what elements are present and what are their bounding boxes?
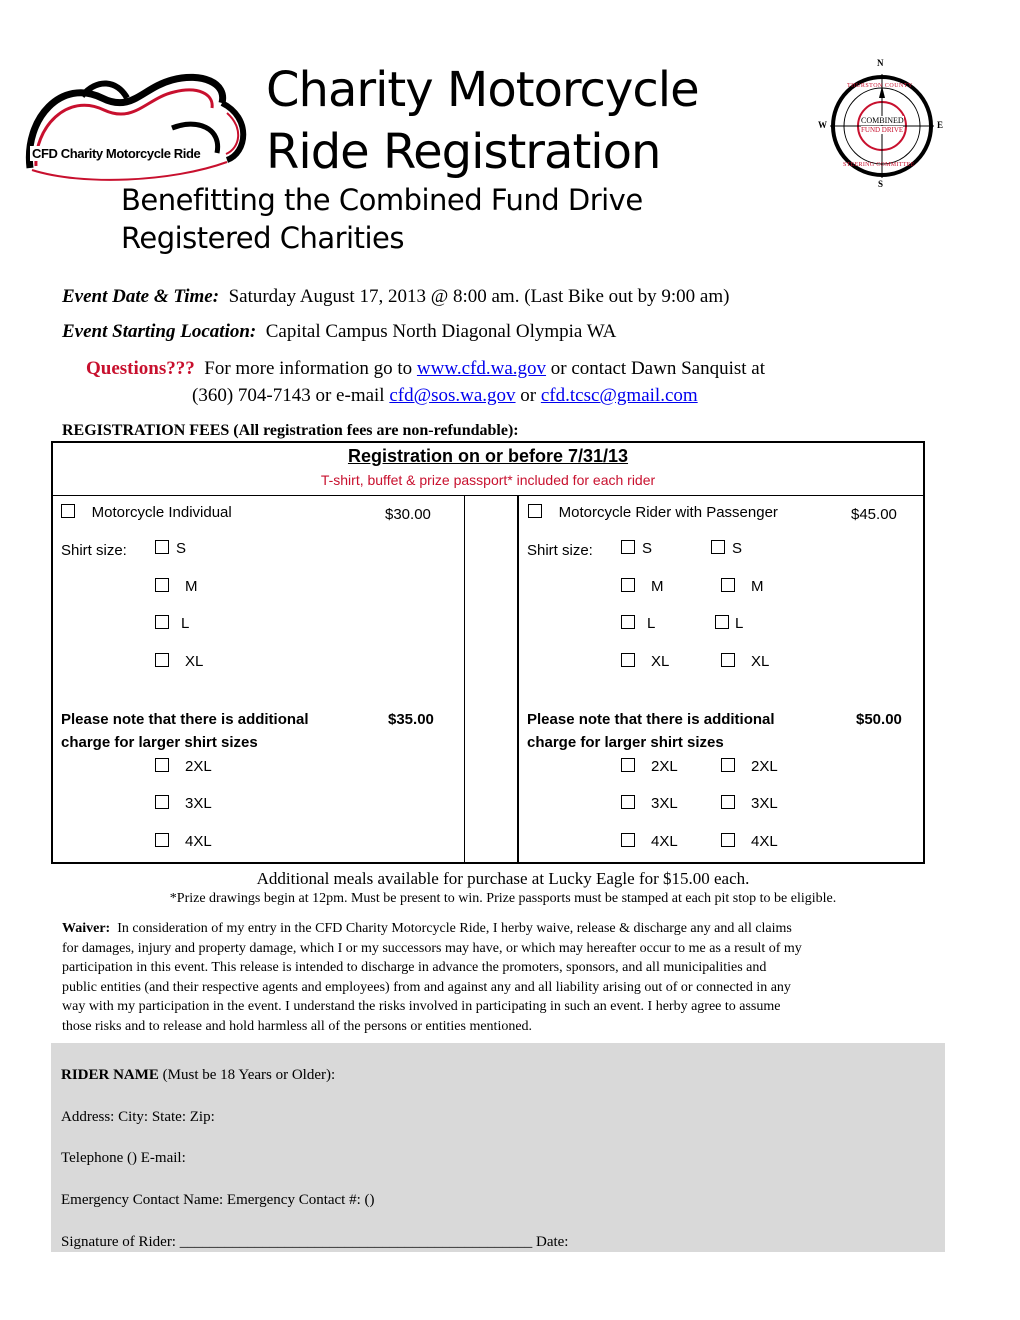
- right-note-line1: Please note that there is additional: [527, 711, 775, 728]
- checkbox[interactable]: [155, 578, 169, 592]
- right-size-s-rider[interactable]: [621, 540, 652, 557]
- right-size-2xl-rider[interactable]: [621, 758, 678, 775]
- passenger-checkbox[interactable]: [528, 504, 542, 518]
- left-note-price: $35.00: [388, 711, 434, 728]
- right-size-4xl-rider[interactable]: [621, 833, 678, 850]
- size-label: XL: [185, 653, 204, 670]
- combined-fund-drive-seal: [815, 58, 950, 193]
- waiver-label: Waiver:: [62, 921, 111, 936]
- email-link-1[interactable]: cfd@sos.wa.gov: [389, 385, 516, 406]
- motorcycle-swoosh-icon: [22, 58, 252, 188]
- signature-line[interactable]: _______________________________________________: [179, 1234, 533, 1250]
- seal-west: W: [818, 120, 827, 130]
- left-size-4xl[interactable]: [155, 833, 212, 850]
- box-subtitle: T-shirt, buffet & prize passport* included for each rider: [320, 472, 656, 488]
- checkbox[interactable]: [721, 795, 735, 809]
- checkbox[interactable]: [715, 615, 729, 629]
- right-size-3xl-passenger[interactable]: [721, 795, 778, 812]
- checkbox[interactable]: [711, 540, 725, 554]
- waiver: [62, 919, 952, 1036]
- checkbox[interactable]: [721, 653, 735, 667]
- right-size-xl-rider[interactable]: [621, 653, 669, 670]
- event-location-value: Capital Campus North Diagonal Olympia WA: [265, 321, 617, 342]
- passenger-price: $45.00: [851, 506, 897, 523]
- right-size-m-passenger[interactable]: [721, 578, 764, 595]
- questions-label: Questions???: [86, 358, 195, 379]
- right-size-l-rider[interactable]: [621, 615, 655, 632]
- size-label: L: [647, 615, 656, 632]
- email-link-2[interactable]: cfd.tcsc@gmail.com: [540, 385, 698, 406]
- size-label: 2XL: [751, 758, 778, 775]
- left-size-s[interactable]: [155, 540, 186, 557]
- right-size-l-passenger[interactable]: [715, 615, 743, 632]
- event-location-label: Event Starting Location:: [62, 321, 257, 342]
- checkbox[interactable]: [621, 615, 635, 629]
- fees-table: [51, 441, 925, 864]
- checkbox[interactable]: [155, 795, 169, 809]
- phone-text: (360) 704-7143 or e-mail: [192, 385, 385, 406]
- rider-name-field[interactable]: [61, 1067, 335, 1084]
- size-label: S: [642, 540, 653, 557]
- left-size-l[interactable]: [155, 615, 189, 632]
- questions-text-2: or contact Dawn Sanquist at: [550, 358, 766, 379]
- size-label: L: [181, 615, 190, 632]
- event-date-line: [62, 286, 729, 308]
- seal-south: S: [878, 179, 884, 189]
- size-label: 3XL: [185, 795, 212, 812]
- left-shirt-size-label: Shirt size:: [61, 542, 127, 559]
- size-label: 2XL: [651, 758, 678, 775]
- size-label: M: [751, 578, 764, 595]
- signature-label: Signature of Rider:: [61, 1234, 176, 1250]
- waiver-line: for damages, injury and property damage, which I or my successors may have, or which may hereafter occur to me as a result of my: [62, 940, 802, 956]
- telephone-email-field[interactable]: Telephone () E-mail:: [61, 1150, 186, 1166]
- questions-line: [86, 358, 765, 380]
- address-field[interactable]: Address: City: State: Zip:: [61, 1109, 215, 1125]
- right-size-3xl-rider[interactable]: [621, 795, 678, 812]
- checkbox[interactable]: [621, 833, 635, 847]
- left-note-line2: charge for larger shirt sizes: [61, 734, 258, 751]
- checkbox[interactable]: [621, 653, 635, 667]
- individual-checkbox[interactable]: [61, 504, 75, 518]
- event-date-value: Saturday August 17, 2013 @ 8:00 am. (Last Bike out by 9:00 am): [228, 286, 730, 307]
- or-text: or: [520, 385, 537, 406]
- size-label: 3XL: [651, 795, 678, 812]
- box-title: Registration on or before 7/31/13: [347, 446, 629, 466]
- prize-note: *Prize drawings begin at 12pm. Must be present to win. Prize passports must be stamped at each pit stop to be eligible.: [169, 891, 837, 906]
- individual-label: Motorcycle Individual: [91, 504, 232, 521]
- option-individual: [61, 504, 232, 521]
- emergency-contact-field[interactable]: Emergency Contact Name: Emergency Contact #: (): [61, 1192, 375, 1208]
- size-label: M: [651, 578, 664, 595]
- left-size-m[interactable]: [155, 578, 198, 595]
- waiver-line: those risks and to release and hold harmless all of the persons or entities mentioned.: [62, 1018, 533, 1034]
- seal-bottom-arc: STEERING COMMITTEE: [843, 162, 915, 168]
- checkbox[interactable]: [155, 653, 169, 667]
- waiver-line: way with my participation in the event. I understand the risks involved in participating in such an event. I herby agree to assume: [62, 999, 781, 1014]
- right-size-m-rider[interactable]: [621, 578, 664, 595]
- size-label: M: [185, 578, 198, 595]
- size-label: 4XL: [651, 833, 678, 850]
- event-date-label: Event Date & Time:: [62, 286, 220, 307]
- questions-text-1: For more information go to: [204, 358, 413, 379]
- individual-price: $30.00: [385, 506, 431, 523]
- waiver-line: In consideration of my entry in the CFD Charity Motorcycle Ride, I herby waive, release & discharge any and all claims: [117, 921, 792, 936]
- page-title-line2: Ride Registration: [266, 124, 661, 180]
- subtitle-line1: Benefitting the Combined Fund Drive: [121, 183, 643, 217]
- seal-center-line2: FUND DRIVE: [861, 126, 904, 134]
- seal-east: E: [937, 120, 944, 130]
- size-label: 2XL: [185, 758, 212, 775]
- option-with-passenger: [528, 504, 778, 521]
- right-size-s-passenger[interactable]: [711, 540, 742, 557]
- event-location-line: [62, 321, 616, 343]
- subtitle-line2: Registered Charities: [121, 221, 404, 255]
- left-size-xl[interactable]: [155, 653, 203, 670]
- checkbox[interactable]: [721, 578, 735, 592]
- checkbox[interactable]: [155, 758, 169, 772]
- rider-name-note: (Must be 18 Years or Older):: [162, 1067, 336, 1083]
- signature-field[interactable]: [61, 1234, 568, 1251]
- checkbox[interactable]: [621, 795, 635, 809]
- fees-heading: REGISTRATION FEES (All registration fees are non-refundable):: [62, 422, 519, 439]
- right-note-price: $50.00: [856, 711, 902, 728]
- website-link[interactable]: www.cfd.wa.gov: [416, 358, 547, 379]
- rider-info-form: [51, 1043, 945, 1252]
- checkbox[interactable]: [621, 758, 635, 772]
- size-label: 4XL: [185, 833, 212, 850]
- checkbox[interactable]: [155, 540, 169, 554]
- checkbox[interactable]: [155, 615, 169, 629]
- size-label: S: [176, 540, 187, 557]
- checkbox[interactable]: [621, 540, 635, 554]
- left-size-2xl[interactable]: [155, 758, 212, 775]
- meals-note: Additional meals available for purchase at Lucky Eagle for $15.00 each.: [256, 869, 750, 888]
- checkbox[interactable]: [721, 758, 735, 772]
- size-label: L: [735, 615, 744, 632]
- right-size-2xl-passenger[interactable]: [721, 758, 778, 775]
- left-note-line1: Please note that there is additional: [61, 711, 309, 728]
- rider-name-label: RIDER NAME: [61, 1067, 159, 1083]
- passenger-label: Motorcycle Rider with Passenger: [558, 504, 778, 521]
- cfd-logo: [22, 58, 252, 188]
- size-label: XL: [751, 653, 770, 670]
- right-size-xl-passenger[interactable]: [721, 653, 769, 670]
- checkbox[interactable]: [721, 833, 735, 847]
- left-size-3xl[interactable]: [155, 795, 212, 812]
- size-label: 4XL: [751, 833, 778, 850]
- contact-line: [192, 385, 698, 407]
- size-label: XL: [651, 653, 670, 670]
- waiver-line: public entities (and their respective agents and employees) from and against any and all liability arising out of or connected in any: [62, 979, 791, 995]
- seal-north: N: [877, 58, 884, 68]
- date-label: Date:: [535, 1234, 569, 1250]
- waiver-line: participation in this event. This release is intended to discharge in advance the promoters, sponsors, and all municipalities and: [62, 960, 767, 975]
- right-size-4xl-passenger[interactable]: [721, 833, 778, 850]
- right-note-line2: charge for larger shirt sizes: [527, 734, 724, 751]
- logo-text: CFD Charity Motorcycle Ride: [32, 146, 201, 161]
- size-label: 3XL: [751, 795, 778, 812]
- seal-center-line1: COMBINED: [861, 116, 904, 125]
- seal-top-arc: THURSTON COUNTY: [847, 83, 913, 89]
- right-shirt-size-label: Shirt size:: [527, 542, 593, 559]
- page-title-line1: Charity Motorcycle: [266, 62, 699, 118]
- checkbox[interactable]: [621, 578, 635, 592]
- size-label: S: [732, 540, 743, 557]
- checkbox[interactable]: [155, 833, 169, 847]
